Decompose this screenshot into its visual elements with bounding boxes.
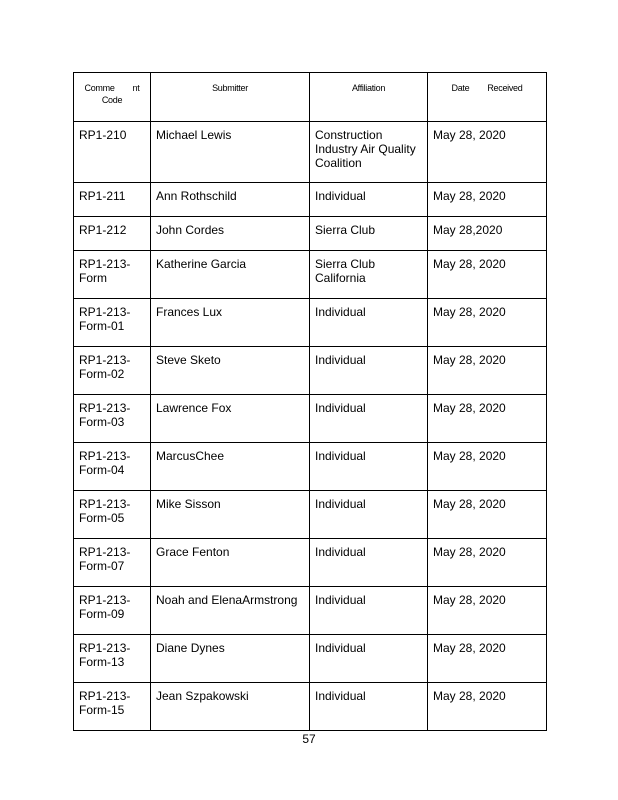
date-text: May 28, 2020 [433, 689, 506, 703]
affiliation-text: Individual [315, 189, 366, 203]
submitter-text: John Cordes [156, 223, 225, 237]
submitter-text: Grace Fenton [156, 545, 230, 559]
code-text: RP1-213-Form-01 [79, 305, 131, 333]
affiliation-text: Individual [315, 497, 366, 511]
affiliation-text: Individual [315, 641, 366, 655]
table-row [74, 539, 547, 587]
cell-date [428, 299, 547, 347]
date-text: May 28, 2020 [433, 641, 506, 655]
cell-affiliation [310, 683, 428, 731]
table-row [74, 491, 547, 539]
cell-affiliation [310, 395, 428, 443]
cell-affiliation [310, 539, 428, 587]
table-row [74, 217, 547, 251]
date-text: May 28, 2020 [433, 545, 506, 559]
submitter-text: Noah and ElenaArmstrong [156, 593, 298, 607]
date-text: May 28, 2020 [433, 593, 506, 607]
code-text: RP1-213-Form-07 [79, 545, 131, 573]
cell-code [74, 635, 151, 683]
cell-submitter [151, 491, 310, 539]
table-row [74, 635, 547, 683]
cell-submitter [151, 395, 310, 443]
affiliation-text: Individual [315, 449, 366, 463]
date-text: May 28, 2020 [433, 497, 506, 511]
cell-affiliation [310, 347, 428, 395]
page-number: 57 [302, 732, 316, 746]
cell-date [428, 122, 547, 183]
cell-code [74, 587, 151, 635]
table-row [74, 183, 547, 217]
affiliation-text: Sierra Club California [315, 257, 376, 285]
cell-code [74, 347, 151, 395]
table-row [74, 587, 547, 635]
cell-code [74, 443, 151, 491]
cell-code [74, 299, 151, 347]
cell-affiliation [310, 299, 428, 347]
submitter-text: Katherine Garcia [156, 257, 247, 271]
submitter-text: Lawrence Fox [156, 401, 232, 415]
affiliation-text: Individual [315, 305, 366, 319]
code-text: RP1-213-Form [79, 257, 131, 285]
affiliation-text: Individual [315, 593, 366, 607]
submitter-text: Mike Sisson [156, 497, 221, 511]
date-text: May 28, 2020 [433, 189, 506, 203]
cell-date [428, 347, 547, 395]
cell-date [428, 635, 547, 683]
cell-submitter [151, 217, 310, 251]
cell-submitter [151, 635, 310, 683]
header-submitter: Submitter [151, 73, 310, 122]
cell-code [74, 251, 151, 299]
cell-code [74, 217, 151, 251]
cell-date [428, 683, 547, 731]
cell-submitter [151, 443, 310, 491]
code-text: RP1-213-Form-05 [79, 497, 131, 525]
date-text: May 28, 2020 [433, 257, 506, 271]
submitter-text: Steve Sketo [156, 353, 221, 367]
code-text: RP1-213-Form-15 [79, 689, 131, 717]
affiliation-text: Individual [315, 689, 366, 703]
cell-date [428, 183, 547, 217]
affiliation-text: Sierra Club [315, 223, 376, 237]
table-row [74, 251, 547, 299]
cell-affiliation [310, 183, 428, 217]
cell-submitter [151, 539, 310, 587]
cell-submitter [151, 587, 310, 635]
cell-date [428, 217, 547, 251]
code-text: RP1-213-Form-09 [79, 593, 131, 621]
cell-date [428, 443, 547, 491]
cell-affiliation [310, 491, 428, 539]
code-text: RP1-213-Form-02 [79, 353, 131, 381]
table-row [74, 299, 547, 347]
header-date-received: Date Received [428, 73, 547, 122]
cell-affiliation [310, 635, 428, 683]
cell-submitter [151, 347, 310, 395]
cell-code [74, 122, 151, 183]
cell-date [428, 587, 547, 635]
table-row [74, 122, 547, 183]
code-text: RP1-213-Form-03 [79, 401, 131, 429]
cell-date [428, 251, 547, 299]
cell-date [428, 395, 547, 443]
cell-date [428, 491, 547, 539]
submitter-text: Michael Lewis [156, 128, 232, 142]
affiliation-text: Construction Industry Air Quality Coalition [315, 128, 416, 170]
table-row [74, 683, 547, 731]
cell-code [74, 491, 151, 539]
cell-submitter [151, 183, 310, 217]
table-header-row [74, 73, 547, 122]
table-row [74, 395, 547, 443]
date-text: May 28, 2020 [433, 305, 506, 319]
date-text: May 28, 2020 [433, 401, 506, 415]
cell-code [74, 683, 151, 731]
submitter-text: Diane Dynes [156, 641, 225, 655]
affiliation-text: Individual [315, 401, 366, 415]
header-comment-code: Comme nt Code [74, 73, 151, 122]
date-text: May 28, 2020 [433, 128, 506, 142]
cell-affiliation [310, 443, 428, 491]
affiliation-text: Individual [315, 545, 366, 559]
code-text: RP1-212 [79, 223, 127, 237]
cell-affiliation [310, 122, 428, 183]
submitter-text: MarcusChee [156, 449, 225, 463]
cell-submitter [151, 299, 310, 347]
submitter-text: Ann Rothschild [156, 189, 237, 203]
date-text: May 28,2020 [433, 223, 503, 237]
code-text: RP1-210 [79, 128, 127, 142]
cell-submitter [151, 251, 310, 299]
table-row [74, 443, 547, 491]
date-text: May 28, 2020 [433, 353, 506, 367]
cell-affiliation [310, 251, 428, 299]
cell-affiliation [310, 587, 428, 635]
code-text: RP1-213-Form-13 [79, 641, 131, 669]
cell-code [74, 183, 151, 217]
code-text: RP1-213-Form-04 [79, 449, 131, 477]
date-text: May 28, 2020 [433, 449, 506, 463]
cell-date [428, 539, 547, 587]
comments-table [73, 72, 547, 731]
header-affiliation: Affiliation [310, 73, 428, 122]
code-text: RP1-211 [79, 189, 126, 203]
cell-submitter [151, 683, 310, 731]
affiliation-text: Individual [315, 353, 366, 367]
cell-code [74, 395, 151, 443]
submitter-text: Jean Szpakowski [156, 689, 249, 703]
table-row [74, 347, 547, 395]
cell-affiliation [310, 217, 428, 251]
cell-submitter [151, 122, 310, 183]
cell-code [74, 539, 151, 587]
submitter-text: Frances Lux [156, 305, 223, 319]
